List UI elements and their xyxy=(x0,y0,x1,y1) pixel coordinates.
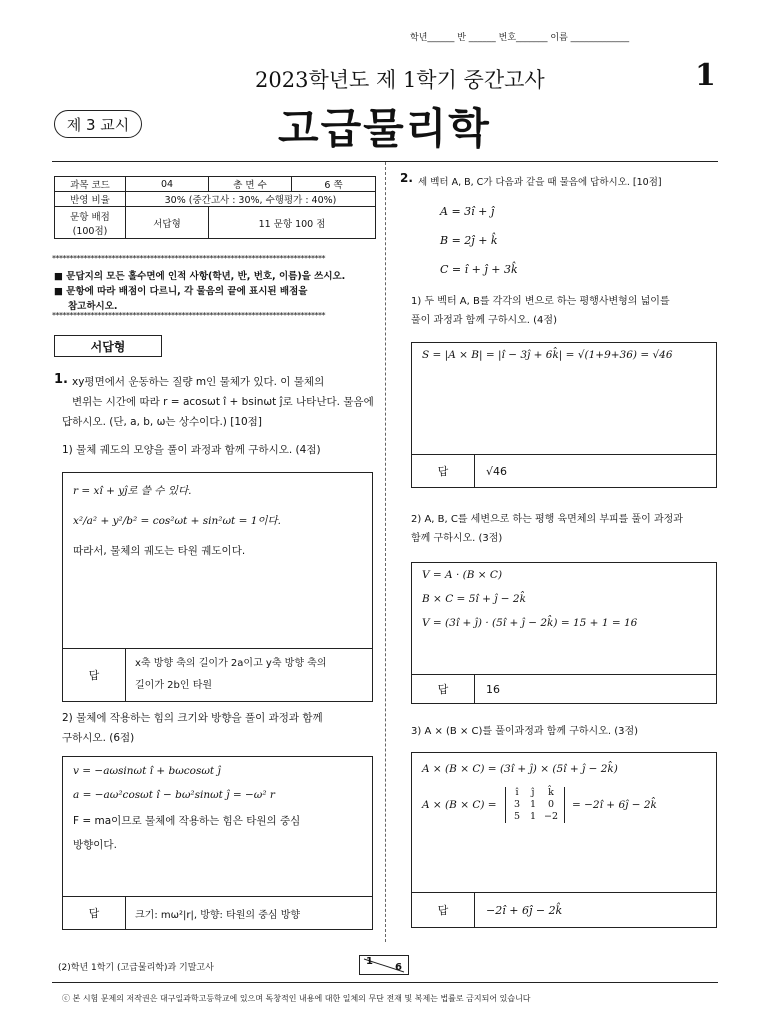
vector-c: C = î + ĵ + 3k̂ xyxy=(440,263,518,276)
q2-sub1 xyxy=(411,292,670,330)
q1-answer-box-1[interactable] xyxy=(62,472,373,702)
answer-value[interactable]: 16 xyxy=(486,682,500,696)
solution-line: S = |A × B| = |î − 3ĵ + 6k̂| = √(1+9+36) = √46 xyxy=(422,349,673,361)
star-divider: ****************************************************************************** xyxy=(52,311,325,320)
det-cell: î xyxy=(515,787,519,798)
q1-text-line: xy평면에서 운동하는 질량 m인 물체가 있다. 이 물체의 xyxy=(72,376,325,388)
column-divider xyxy=(385,162,386,942)
exam-info-table xyxy=(54,176,376,239)
solution-line: 따라서, 물체의 궤도는 타원 궤도이다. xyxy=(73,545,246,557)
section-label-text: 서답형 xyxy=(90,339,126,354)
info-cell: 11 문항 100 점 xyxy=(209,207,376,239)
section-label xyxy=(54,335,162,357)
q1-answer-box-2[interactable] xyxy=(62,756,373,930)
answer-line: x축 방향 축의 길이가 2a이고 y축 방향 축의 xyxy=(135,658,327,669)
answer-label: 답 xyxy=(412,893,475,927)
det-cell: 3 xyxy=(513,799,521,810)
answer-row xyxy=(412,454,716,487)
vector-a: A = 3î + ĵ xyxy=(440,205,495,218)
info-cell: 6 쪽 xyxy=(292,177,376,192)
info-cell-line: 문항 배점 xyxy=(70,211,110,223)
answer-label: 답 xyxy=(63,649,126,701)
answer-row xyxy=(63,648,372,701)
det-cell: ĵ xyxy=(531,787,535,798)
q2-number: 2. xyxy=(400,171,413,185)
footer-page-total: 6 xyxy=(395,962,402,973)
period-badge-text: 제 3 교시 xyxy=(66,115,130,134)
answer-label: 답 xyxy=(63,897,126,929)
period-badge xyxy=(54,110,142,138)
solution-line: F = ma이므로 물체에 작용하는 힘은 타원의 중심 xyxy=(73,815,301,827)
determinant xyxy=(505,787,565,823)
notice-line: ■ 문답지의 모든 홀수면에 인적 사항(학년, 반, 번호, 이름)을 쓰시오. xyxy=(54,271,346,282)
footer-exam-name: (2)학년 1학기 (고급물리학)과 기말고사 xyxy=(58,963,214,973)
answer-value[interactable] xyxy=(135,649,366,701)
solution-line: v = −aωsinωt î + bωcosωt ĵ xyxy=(73,765,221,777)
q2-sub2-line: 2) A, B, C를 세변으로 하는 평행 육면체의 부피를 풀이 과정과 xyxy=(411,514,683,525)
info-cell: 04 xyxy=(126,177,209,192)
det-cell: 5 xyxy=(513,811,521,822)
answer-row xyxy=(63,896,372,929)
det-cell: 0 xyxy=(547,799,555,810)
q2-sub1-line: 1) 두 벡터 A, B를 각각의 변으로 하는 평행사변형의 넓이를 xyxy=(411,296,670,307)
star-divider: ****************************************************************************** xyxy=(52,254,325,263)
q1-sub1: 1) 물체 궤도의 모양을 풀이 과정과 함께 구하시오. (4점) xyxy=(62,444,321,456)
notice-line: 참고하시오. xyxy=(68,301,118,312)
q1-sub2-line: 2) 물체에 작용하는 힘의 크기와 방향을 풀이 과정과 함께 xyxy=(62,712,323,724)
info-cell: 30% (중간고사 : 30%, 수행평가 : 40%) xyxy=(126,192,376,207)
answer-label: 답 xyxy=(412,455,475,487)
solution-line: V = (3î + ĵ) · (5î + ĵ − 2k̂) = 15 + 1 = 16 xyxy=(422,617,638,629)
answer-label: 답 xyxy=(412,675,475,703)
solution-line: x²/a² + y²/b² = cos²ωt + sin²ωt = 1이다. xyxy=(73,515,282,527)
det-cell: k̂ xyxy=(548,787,554,798)
q1-number: 1. xyxy=(54,372,68,387)
notice-line: ■ 문항에 따라 배점이 다르니, 각 물음의 끝에 표시된 배점을 xyxy=(54,286,308,297)
footer-divider xyxy=(52,982,718,983)
page-big-number: 1 xyxy=(695,58,716,93)
info-cell: 과목 코드 xyxy=(55,177,126,192)
answer-row xyxy=(412,674,716,703)
footer-copyright: ⓒ 본 시험 문제의 저작권은 대구일과학고등학교에 있으며 독창적인 내용에 대한 일체의 무단 전재 및 복제는 법률로 금지되어 있습니다 xyxy=(62,994,531,1003)
solution-line: B × C = 5î + ĵ − 2k̂ xyxy=(422,593,526,605)
det-cell: −2 xyxy=(543,811,558,822)
solution-line: A × (B × C) = (3î + ĵ) × (5î + ĵ − 2k̂) xyxy=(422,763,618,775)
student-info-fields: 학년______ 반 ______ 번호_______ 이름 _____________ xyxy=(410,33,630,43)
q1-text-line: 답하시오. (단, a, b, ω는 상수이다.) [10점] xyxy=(62,416,262,428)
q1-text-line: 변위는 시간에 따라 r = acosωt î + bsinωt ĵ로 나타난다. 물음에 xyxy=(72,396,374,408)
solution-line: V = A · (B × C) xyxy=(422,569,503,581)
q2-answer-box-3[interactable] xyxy=(411,752,717,928)
det-row xyxy=(509,787,561,799)
q2-answer-box-1[interactable] xyxy=(411,342,717,488)
q2-sub3: 3) A × (B × C)를 풀이과정과 함께 구하시오. (3점) xyxy=(411,726,639,737)
q2-sub2-line: 함께 구하시오. (3점) xyxy=(411,533,503,544)
info-cell: 서답형 xyxy=(126,207,209,239)
solution-line: r = xî + yĵ로 쓸 수 있다. xyxy=(73,485,192,497)
footer-page-num: 1 xyxy=(366,956,373,967)
solution-line: = −2î + 6ĵ − 2k̂ xyxy=(572,799,657,811)
answer-line: 길이가 2b인 타원 xyxy=(135,680,213,691)
q1-text xyxy=(72,372,382,412)
info-cell: 반영 비율 xyxy=(55,192,126,207)
solution-line: a = −aω²cosωt î − bω²sinωt ĵ = −ω² r xyxy=(73,789,275,801)
answer-value[interactable]: √46 xyxy=(486,464,508,478)
q2-sub2 xyxy=(411,510,683,548)
info-cell: 총 면 수 xyxy=(209,177,292,192)
q1-sub2-line: 구하시오. (6점) xyxy=(62,732,135,744)
det-cell: 1 xyxy=(529,811,537,822)
det-row xyxy=(509,799,561,811)
solution-line: 방향이다. xyxy=(73,839,117,851)
q2-answer-box-2[interactable] xyxy=(411,562,717,704)
q2-sub1-line: 풀이 과정과 함께 구하시오. (4점) xyxy=(411,315,557,326)
det-row xyxy=(509,811,561,823)
subject-title: 고급물리학 xyxy=(278,104,491,153)
answer-value[interactable]: −2î + 6ĵ − 2k̂ xyxy=(486,903,563,917)
info-cell xyxy=(55,207,126,239)
solution-line: A × (B × C) = xyxy=(422,799,497,811)
vector-b: B = 2ĵ + k̂ xyxy=(440,234,498,247)
exam-title: 2023학년도 제 1학기 중간고사 xyxy=(255,68,545,92)
q2-text: 세 벡터 A, B, C가 다음과 같을 때 물음에 답하시오. [10점] xyxy=(418,177,662,188)
q1-sub2 xyxy=(62,708,323,748)
answer-row xyxy=(412,892,716,927)
det-cell: 1 xyxy=(529,799,537,810)
info-cell-line: (100점) xyxy=(72,225,108,237)
answer-value[interactable]: 크기: mω²|r|, 방향: 타원의 중심 방향 xyxy=(135,909,301,921)
footer-page-box xyxy=(359,955,409,975)
